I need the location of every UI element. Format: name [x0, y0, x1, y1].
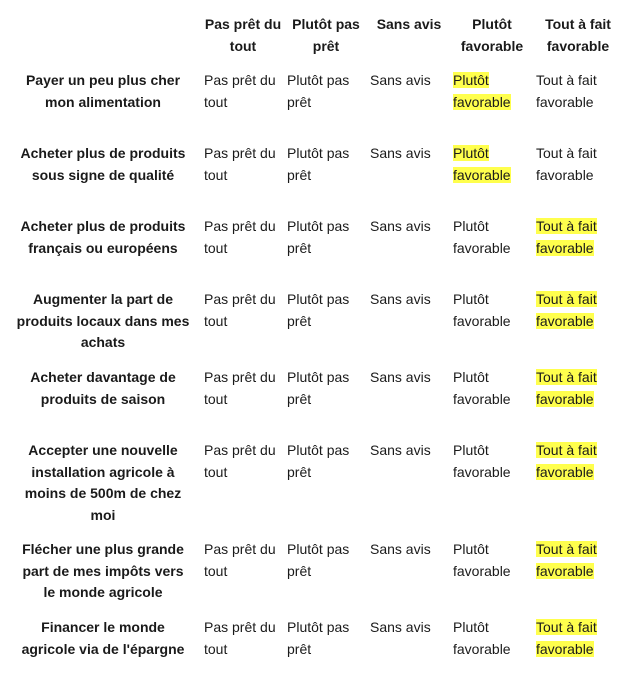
option-cell[interactable] [204, 143, 282, 186]
option-cell[interactable] [370, 367, 448, 389]
option-cell[interactable] [453, 367, 531, 410]
selected-option: Tout à fait favorable [536, 291, 597, 329]
option-cell[interactable] [287, 617, 365, 660]
option-label: Pas prêt du tout [204, 72, 276, 110]
row-label: Augmenter la part de produits locaux dans mes achats [16, 291, 190, 350]
option-label: Sans avis [370, 72, 431, 88]
option-label: Sans avis [370, 369, 431, 385]
option-label: Sans avis [370, 619, 431, 635]
column-header: Pas prêt du tout [204, 16, 282, 54]
column-header: Tout à fait favorable [545, 16, 611, 54]
option-label: Pas prêt du tout [204, 442, 276, 480]
row-label: Payer un peu plus cher mon alimentation [25, 72, 181, 110]
option-label: Pas prêt du tout [204, 369, 276, 407]
option-cell[interactable] [204, 70, 282, 113]
option-cell[interactable] [204, 539, 282, 582]
option-label: Pas prêt du tout [204, 145, 276, 183]
option-cell[interactable] [370, 70, 448, 92]
column-header: Plutôt pas prêt [292, 16, 360, 54]
option-cell[interactable] [287, 539, 365, 582]
option-label: Pas prêt du tout [204, 541, 276, 579]
option-cell[interactable] [536, 216, 620, 259]
option-cell[interactable] [370, 289, 448, 311]
selected-option: Plutôt favorable [453, 72, 511, 110]
option-cell[interactable] [536, 70, 620, 113]
selected-option: Tout à fait favorable [536, 369, 597, 407]
option-label: Plutôt pas prêt [287, 218, 350, 256]
option-label: Plutôt favorable [453, 218, 511, 256]
option-cell[interactable] [536, 539, 620, 582]
column-header: Plutôt favorable [460, 16, 524, 54]
option-label: Sans avis [370, 541, 431, 557]
option-cell[interactable] [453, 440, 531, 483]
option-label: Plutôt pas prêt [287, 541, 350, 579]
option-cell[interactable] [536, 289, 620, 332]
option-cell[interactable] [287, 216, 365, 259]
selected-option: Plutôt favorable [453, 145, 511, 183]
option-label: Sans avis [370, 218, 431, 234]
option-cell[interactable] [370, 617, 448, 639]
option-label: Plutôt pas prêt [287, 291, 350, 329]
selected-option: Tout à fait favorable [536, 442, 597, 480]
option-label: Tout à fait favorable [536, 145, 597, 183]
option-label: Pas prêt du tout [204, 218, 276, 256]
option-label: Plutôt pas prêt [287, 442, 350, 480]
option-cell[interactable] [370, 440, 448, 462]
row-label: Acheter plus de produits français ou européens [20, 218, 186, 256]
option-label: Sans avis [370, 442, 431, 458]
option-label: Plutôt pas prêt [287, 145, 350, 183]
option-cell[interactable] [536, 440, 620, 483]
option-cell[interactable] [204, 617, 282, 660]
option-cell[interactable] [204, 367, 282, 410]
option-label: Plutôt pas prêt [287, 369, 350, 407]
option-cell[interactable] [204, 216, 282, 259]
option-cell[interactable] [536, 367, 620, 410]
option-cell[interactable] [287, 143, 365, 186]
option-cell[interactable] [370, 539, 448, 561]
row-label: Accepter une nouvelle installation agricole à moins de 500m de chez moi [24, 442, 182, 523]
option-cell[interactable] [453, 70, 531, 113]
row-label: Acheter plus de produits sous signe de qualité [20, 145, 186, 183]
option-cell[interactable] [370, 143, 448, 165]
column-header: Sans avis [376, 16, 442, 32]
option-cell[interactable] [370, 216, 448, 238]
option-cell[interactable] [204, 289, 282, 332]
option-cell[interactable] [287, 70, 365, 113]
option-label: Sans avis [370, 145, 431, 161]
option-cell[interactable] [287, 440, 365, 483]
option-cell[interactable] [453, 539, 531, 582]
option-cell[interactable] [204, 440, 282, 483]
row-label: Flécher une plus grande part de mes impôts vers le monde agricole [22, 541, 184, 600]
option-label: Pas prêt du tout [204, 619, 276, 657]
option-label: Plutôt pas prêt [287, 619, 350, 657]
option-label: Sans avis [370, 291, 431, 307]
option-label: Pas prêt du tout [204, 291, 276, 329]
selected-option: Tout à fait favorable [536, 619, 597, 657]
option-label: Plutôt favorable [453, 369, 511, 407]
option-cell[interactable] [536, 143, 620, 186]
row-label: Financer le monde agricole via de l'épargne [21, 619, 185, 657]
option-label: Tout à fait favorable [536, 72, 597, 110]
option-label: Plutôt favorable [453, 619, 511, 657]
row-label: Acheter davantage de produits de saison [30, 369, 176, 407]
option-label: Plutôt favorable [453, 442, 511, 480]
option-cell[interactable] [287, 289, 365, 332]
option-cell[interactable] [453, 216, 531, 259]
option-label: Plutôt favorable [453, 291, 511, 329]
option-cell[interactable] [453, 617, 531, 660]
option-cell[interactable] [536, 617, 620, 660]
selected-option: Tout à fait favorable [536, 541, 597, 579]
option-cell[interactable] [453, 143, 531, 186]
option-label: Plutôt pas prêt [287, 72, 350, 110]
selected-option: Tout à fait favorable [536, 218, 597, 256]
option-label: Plutôt favorable [453, 541, 511, 579]
option-cell[interactable] [287, 367, 365, 410]
option-cell[interactable] [453, 289, 531, 332]
